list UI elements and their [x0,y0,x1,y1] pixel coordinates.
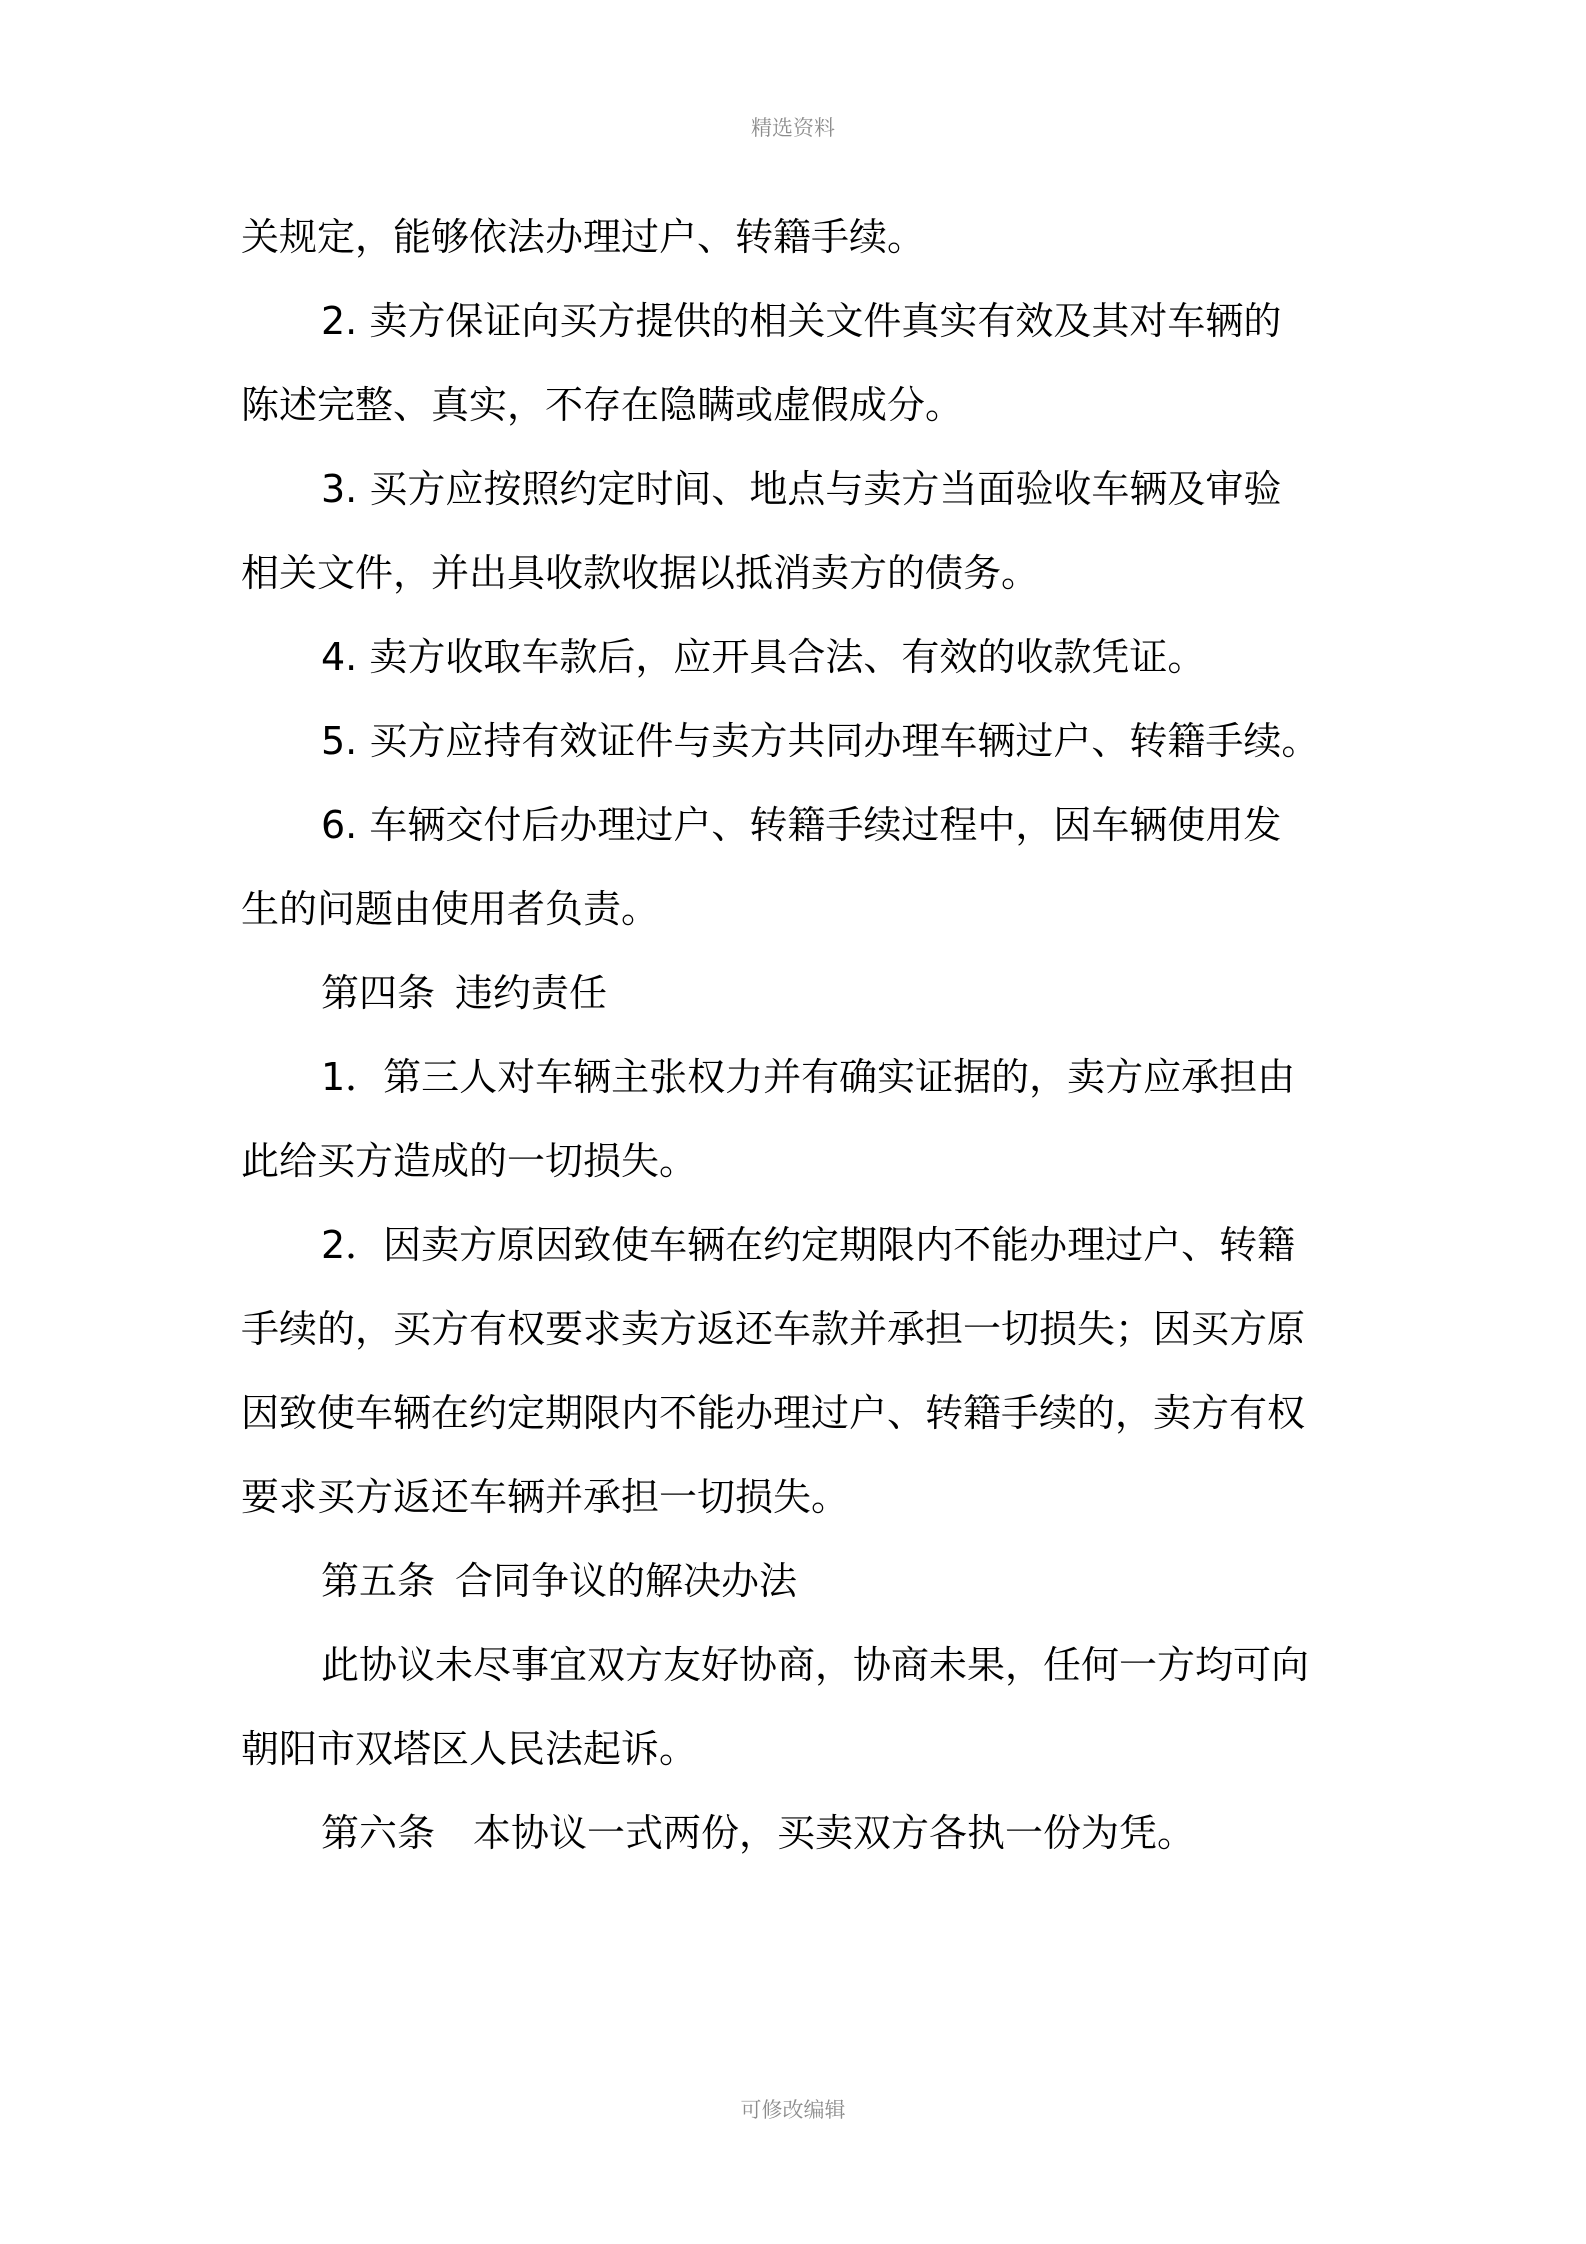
article-heading [241,1791,1351,1875]
article-title: 违约责任 [455,971,608,1015]
paragraph-line: 4. 卖方收取车款后，应开具合法、有效的收款凭证。 [321,635,1206,679]
paragraph-line: 此协议未尽事宜双方友好协商，协商未果，任何一方均可向 [321,1643,1310,1687]
paragraph-line: 生的问题由使用者负责。 [241,887,660,931]
paragraph-line: 6. 车辆交付后办理过户、转籍手续过程中，因车辆使用发 [321,803,1282,847]
article-label: 第四条 [321,971,436,1015]
paragraph-line: 相关文件，并出具收款收据以抵消卖方的债务。 [241,551,1040,595]
paragraph-line: 5. 买方应持有效证件与卖方共同办理车辆过户、转籍手续。 [321,719,1320,763]
paragraph-line: 陈述完整、真实，不存在隐瞒或虚假成分。 [241,383,964,427]
article-heading [241,1539,1351,1623]
paragraph-line: 2．因卖方原因致使车辆在约定期限内不能办理过户、转籍 [321,1223,1296,1267]
paragraph-line: 朝阳市双塔区人民法起诉。 [241,1727,698,1771]
article-title: 本协议一式两份，买卖双方各执一份为凭。 [473,1811,1196,1855]
page-footer: 可修改编辑 [740,2098,846,2122]
paragraph-line: 手续的，买方有权要求卖方返还车款并承担一切损失；因买方原 [241,1307,1306,1351]
article-label: 第六条 [321,1811,436,1855]
page-header: 精选资料 [751,116,835,140]
paragraph-line: 关规定，能够依法办理过户、转籍手续。 [241,215,926,259]
article-label: 第五条 [321,1559,436,1603]
article-heading [241,951,1351,1035]
paragraph-line: 2. 卖方保证向买方提供的相关文件真实有效及其对车辆的 [321,299,1282,343]
paragraph-line: 要求买方返还车辆并承担一切损失。 [241,1475,850,1519]
paragraph-line: 1．第三人对车辆主张权力并有确实证据的，卖方应承担由 [321,1055,1296,1099]
document-body [241,195,1351,1875]
article-title: 合同争议的解决办法 [455,1559,798,1603]
paragraph-line: 3. 买方应按照约定时间、地点与卖方当面验收车辆及审验 [321,467,1282,511]
paragraph-line: 因致使车辆在约定期限内不能办理过户、转籍手续的，卖方有权 [241,1391,1306,1435]
paragraph-line: 此给买方造成的一切损失。 [241,1139,698,1183]
